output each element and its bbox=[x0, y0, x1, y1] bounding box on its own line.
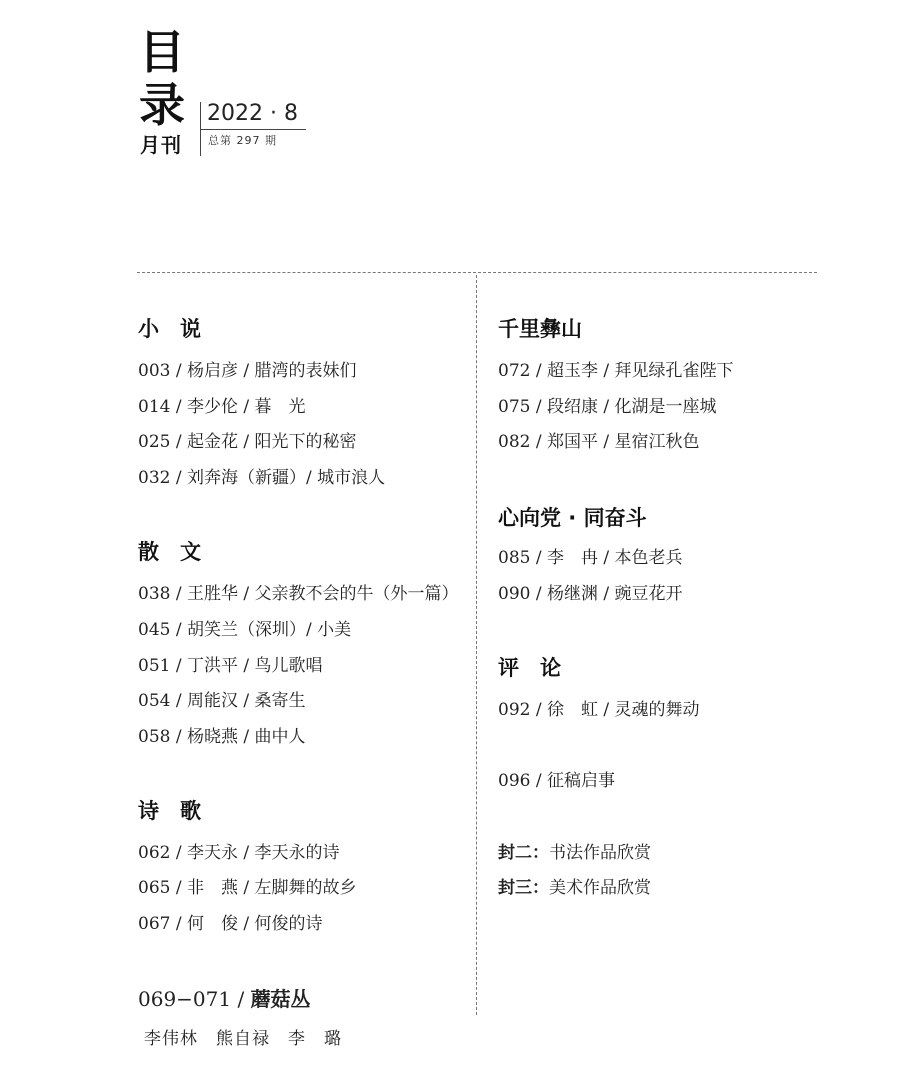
cover-3-label: 封三： bbox=[498, 878, 549, 898]
vertical-dashed-rule bbox=[476, 275, 477, 1015]
section-title-yishan: 千里彝山 bbox=[498, 317, 582, 341]
mushroom-authors: 李伟林 熊自禄 李 璐 bbox=[144, 1029, 342, 1049]
toc-entry[interactable]: 075 / 段绍康 / 化湖是一座城 bbox=[498, 397, 717, 417]
issue-date: 2022 · 8 bbox=[207, 101, 298, 126]
toc-entry[interactable]: 038 / 王胜华 / 父亲教不会的牛（外一篇） bbox=[138, 584, 459, 604]
mushroom-pages: 069−071 / bbox=[138, 987, 251, 1011]
toc-entry[interactable]: 054 / 周能汉 / 桑寄生 bbox=[138, 691, 306, 711]
toc-entry[interactable]: 082 / 郑国平 / 星宿江秋色 bbox=[498, 432, 700, 452]
issue-number: 总第 297 期 bbox=[208, 134, 277, 147]
cover-2-text: 书法作品欣赏 bbox=[549, 843, 651, 863]
cover-3-entry[interactable] bbox=[498, 877, 651, 899]
toc-entry[interactable]: 014 / 李少伦 / 暮 光 bbox=[138, 397, 306, 417]
toc-entry[interactable]: 051 / 丁洪平 / 鸟儿歌唱 bbox=[138, 656, 323, 676]
section-title-review: 评 论 bbox=[498, 656, 561, 680]
toc-entry[interactable]: 092 / 徐 虹 / 灵魂的舞动 bbox=[498, 700, 700, 720]
cover-2-label: 封二： bbox=[498, 843, 549, 863]
toc-entry[interactable]: 045 / 胡笑兰（深圳）/ 小美 bbox=[138, 620, 352, 640]
toc-entry[interactable]: 003 / 杨启彦 / 腊湾的表妹们 bbox=[138, 361, 357, 381]
toc-entry[interactable]: 067 / 何 俊 / 何俊的诗 bbox=[138, 914, 323, 934]
toc-entry[interactable]: 032 / 刘奔海（新疆）/ 城市浪人 bbox=[138, 468, 386, 488]
horizontal-dashed-rule bbox=[137, 272, 817, 273]
toc-entry[interactable]: 062 / 李天永 / 李天永的诗 bbox=[138, 843, 340, 863]
toc-entry[interactable]: 090 / 杨继渊 / 豌豆花开 bbox=[498, 584, 683, 604]
mushroom-title: 蘑菇丛 bbox=[250, 987, 311, 1011]
section-title-prose: 散 文 bbox=[138, 540, 201, 564]
toc-entry[interactable]: 085 / 李 冉 / 本色老兵 bbox=[498, 548, 683, 568]
cover-2-entry[interactable] bbox=[498, 842, 651, 864]
toc-entry[interactable]: 025 / 起金花 / 阳光下的秘密 bbox=[138, 432, 357, 452]
monthly-label: 月刊 bbox=[140, 133, 182, 157]
toc-entry[interactable]: 065 / 非 燕 / 左脚舞的故乡 bbox=[138, 878, 357, 898]
title-char-lu: 录 bbox=[139, 78, 185, 132]
section-title-poetry: 诗 歌 bbox=[138, 799, 201, 823]
title-char-mu: 目 bbox=[139, 25, 185, 79]
toc-entry[interactable]: 058 / 杨晓燕 / 曲中人 bbox=[138, 727, 306, 747]
toc-entry-mushroom[interactable] bbox=[138, 986, 311, 1012]
section-title-party: 心向党 · 同奋斗 bbox=[498, 506, 647, 530]
cover-3-text: 美术作品欣赏 bbox=[549, 878, 651, 898]
toc-entry-notice[interactable]: 096 / 征稿启事 bbox=[498, 771, 615, 791]
toc-entry[interactable]: 072 / 超玉李 / 拜见绿孔雀陛下 bbox=[498, 361, 734, 381]
section-title-fiction: 小 说 bbox=[138, 317, 201, 341]
masthead-divider-horizontal bbox=[200, 129, 306, 130]
